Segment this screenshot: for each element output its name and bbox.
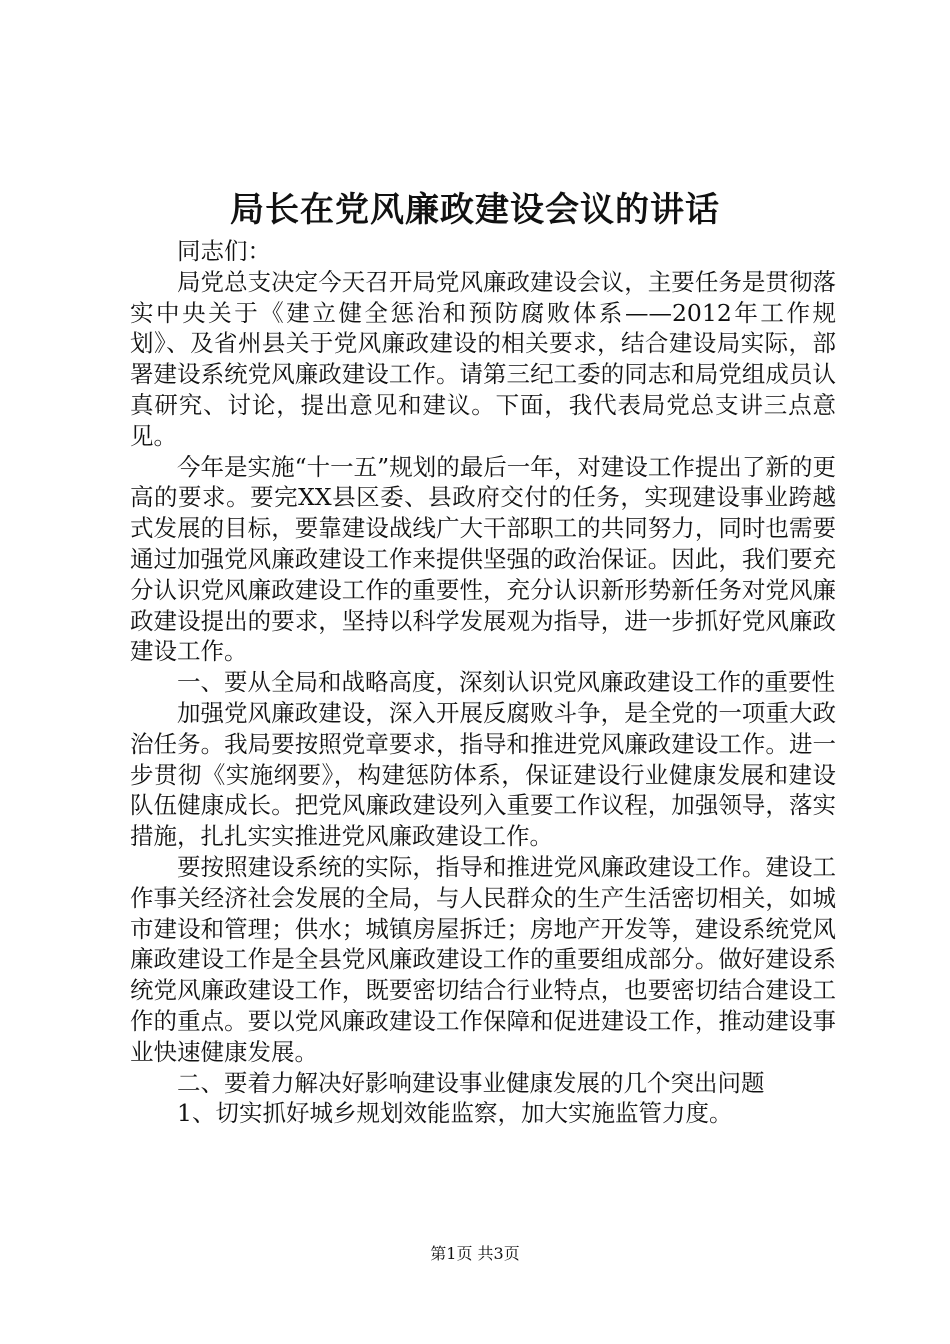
greeting: 同志们： bbox=[177, 237, 271, 265]
document-body bbox=[130, 236, 836, 1129]
paragraph-section-1a: 加强党风廉政建设，深入开展反腐败斗争，是全党的一项重大政治任务。我局要按照党章要求，指导和推进党风廉政建设工作。进一步贯彻《实施纲要》，构建惩防体系，保证建设行业健康发展和建设队伍健康成长。把党风廉政建设列入重要工作议程，加强领导，落实措施，扎扎实实推进党风廉政建设工作。 bbox=[130, 698, 836, 851]
subsection-heading-2-1: 1、切实抓好城乡规划效能监察，加大实施监管力度。 bbox=[177, 1099, 733, 1128]
paragraph-intro: 局党总支决定今天召开局党风廉政建设会议，主要任务是贯彻落实中央关于《建立健全惩治和预防腐败体系——2012年工作规划》、及省州县关于党风廉政建设的相关要求，结合建设局实际，部署建设系统党风廉政建设工作。请第三纪工委的同志和局党组成员认真研究、讨论，提出意见和建议。下面，我代表局党总支讲三点意见。 bbox=[130, 267, 836, 450]
document-title: 局长在党风廉政建设会议的讲话 bbox=[230, 190, 720, 230]
section-heading-2: 二、要着力解决好影响建设事业健康发展的几个突出问题 bbox=[177, 1068, 765, 1097]
paragraph-background: 今年是实施“十一五”规划的最后一年，对建设工作提出了新的更高的要求。要完XX县区委、县政府交付的任务，实现建设事业跨越式发展的目标，要靠建设战线广大干部职工的共同努力，同时也需要通过加强党风廉政建设工作来提供坚强的政治保证。因此，我们要充分认识党风廉政建设工作的重要性，充分认识新形势新任务对党风廉政建设提出的要求，坚持以科学发展观为指导，进一步抓好党风廉政建设工作。 bbox=[130, 452, 836, 666]
paragraph-section-1b: 要按照建设系统的实际，指导和推进党风廉政建设工作。建设工作事关经济社会发展的全局，与人民群众的生产生活密切相关，如城市建设和管理；供水；城镇房屋拆迁；房地产开发等，建设系统党风廉政建设工作是全县党风廉政建设工作的重要组成部分。做好建设系统党风廉政建设工作，既要密切结合行业特点，也要密切结合建设工作的重点。要以党风廉政建设工作保障和促进建设工作，推动建设事业快速健康发展。 bbox=[130, 852, 836, 1066]
page-footer: 第1页 共3页 bbox=[430, 1244, 520, 1263]
section-heading-1: 一、要从全局和战略高度，深刻认识党风廉政建设工作的重要性 bbox=[177, 668, 835, 697]
